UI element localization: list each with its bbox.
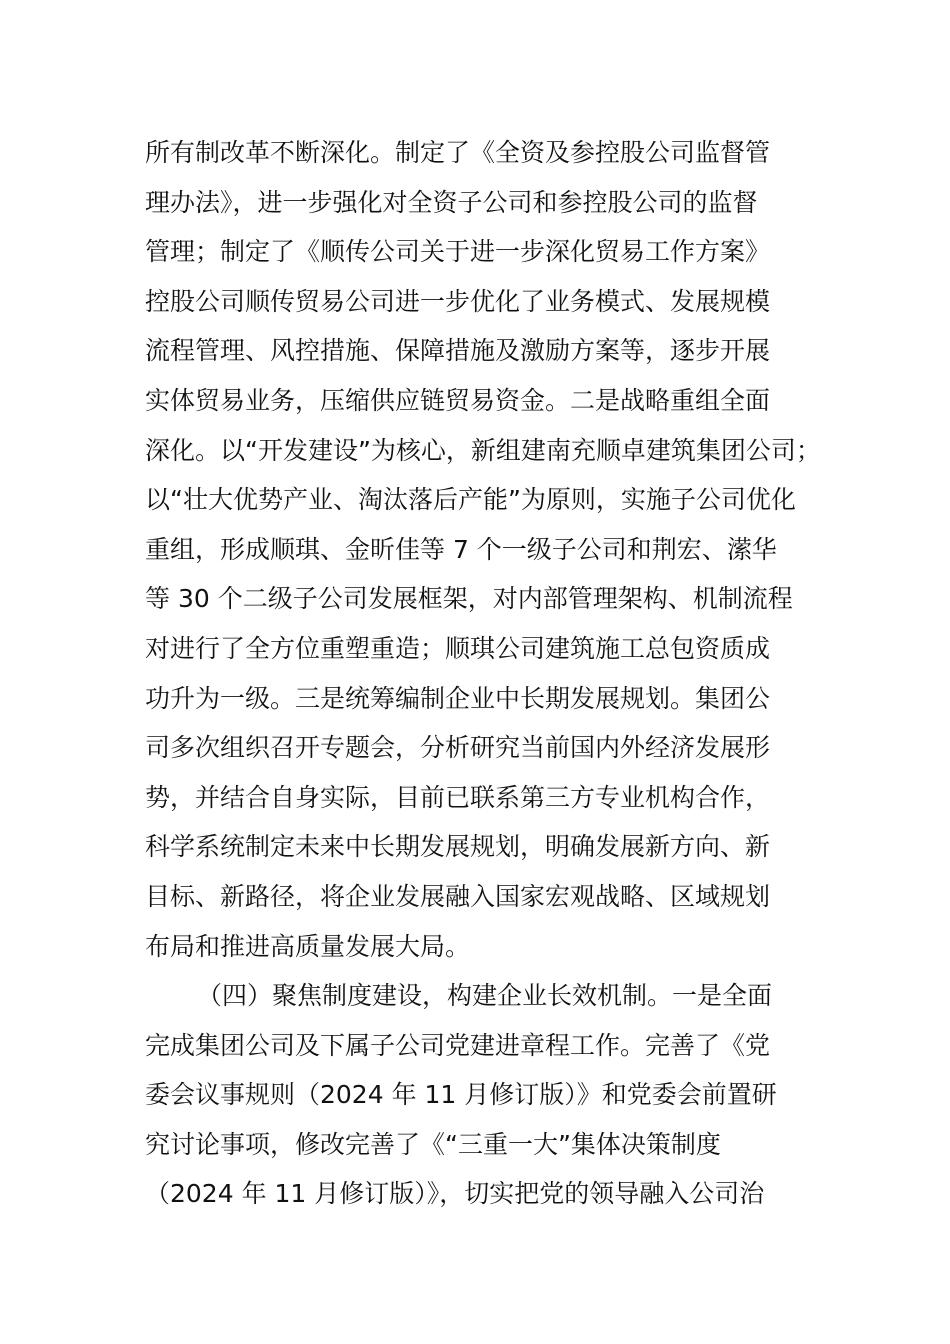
section-heading-line: （四）聚焦制度建设，构建企业长效机制。一是全面 xyxy=(197,981,773,1011)
text-line: 管理；制定了《顺传公司关于进一步深化贸易工作方案》 xyxy=(145,237,771,267)
text-line: 控股公司顺传贸易公司进一步优化了业务模式、发展规模 xyxy=(145,286,771,316)
text-line: （2024 年 11 月修订版）》，切实把党的领导融入公司治 xyxy=(145,1179,765,1209)
text-line: 深化。以“开发建设”为核心，新组建南充顺卓建筑集团公司； xyxy=(145,435,821,465)
text-line: 究讨论事项，修改完善了《“三重一大”集体决策制度 xyxy=(145,1129,721,1159)
text-line: 科学系统制定未来中长期发展规划，明确发展新方向、新 xyxy=(145,832,771,862)
text-line: 重组，形成顺琪、金昕佳等 7 个一级子公司和荆宏、潆华 xyxy=(145,534,777,564)
text-line: 对进行了全方位重塑重造；顺琪公司建筑施工总包资质成 xyxy=(145,633,771,663)
text-line: 流程管理、风控措施、保障措施及激励方案等，逐步开展 xyxy=(145,336,771,366)
text-line: 势，并结合自身实际，目前已联系第三方专业机构合作， xyxy=(145,782,771,812)
text-line: 布局和推进高质量发展大局。 xyxy=(145,931,471,961)
text-line: 理办法》，进一步强化对全资子公司和参控股公司的监督 xyxy=(145,187,758,217)
text-line: 实体贸易业务，压缩供应链贸易资金。二是战略重组全面 xyxy=(145,385,771,415)
text-line: 以“壮大优势产业、淘汰落后产能”为原则，实施子公司优化 xyxy=(145,485,796,515)
text-line: 等 30 个二级子公司发展框架，对内部管理架构、机制流程 xyxy=(145,584,793,614)
text-line: 目标、新路径，将企业发展融入国家宏观战略、区域规划 xyxy=(145,881,771,911)
body-text xyxy=(145,128,835,1219)
text-line: 委会议事规则（2024 年 11 月修订版）》和党委会前置研 xyxy=(145,1080,777,1110)
text-line: 功升为一级。三是统筹编制企业中长期发展规划。集团公 xyxy=(145,683,771,713)
text-line: 所有制改革不断深化。制定了《全资及参控股公司监督管 xyxy=(145,138,771,167)
text-line: 司多次组织召开专题会，分析研究当前国内外经济发展形 xyxy=(145,733,771,763)
text-line: 完成集团公司及下属子公司党建进章程工作。完善了《党 xyxy=(145,1030,771,1060)
